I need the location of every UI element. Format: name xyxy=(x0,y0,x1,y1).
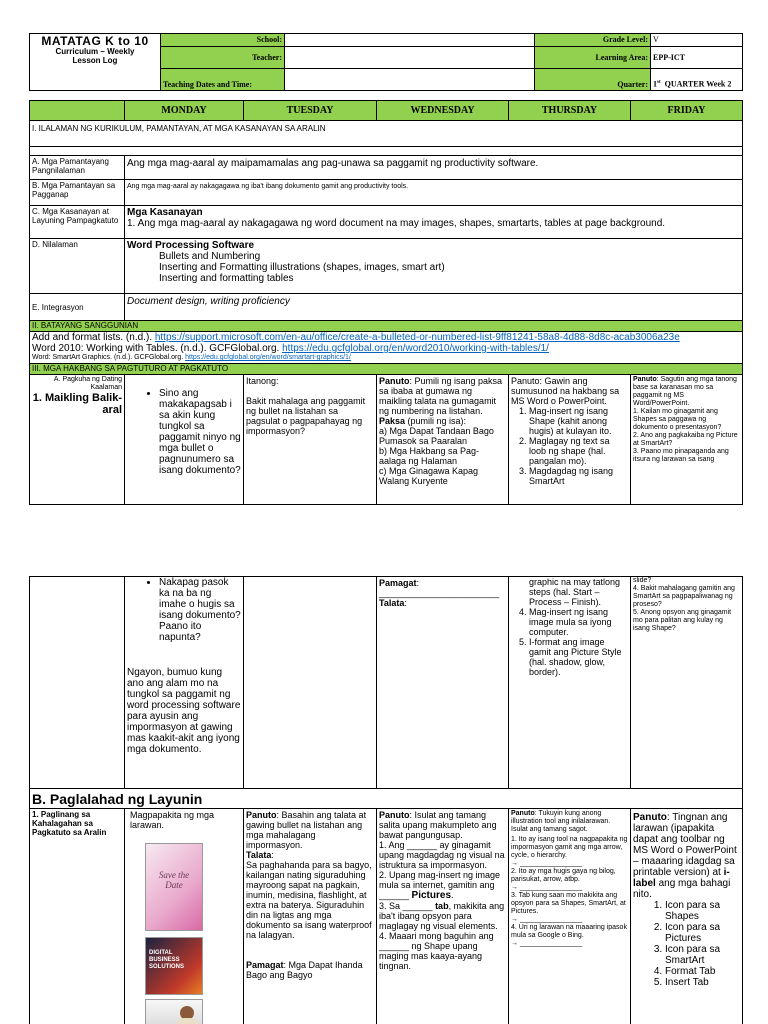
list-item: 4. Uri ng larawan na maaaring ipasok mula sa Google o Bing. xyxy=(511,924,627,939)
nilalaman-item: Inserting and Formatting illustrations (shapes, images, smart art) xyxy=(159,262,445,273)
label-paglinang: 1. Paglinang sa Kahalagahan sa Pagkatuto sa Aralin xyxy=(30,809,125,1024)
references-cell xyxy=(30,332,743,364)
list-item: 1. Mag-insert ng isang Shape (kahit anong hugis) at kulayan ito. xyxy=(529,406,628,436)
list-item: 3. Tab kung saan mo makikita ang opsyon para sa Shapes, SmartArt, at Pictures. xyxy=(511,892,626,915)
list-item: • Sino ang makakapagsab i sa akin kung tungkol sa paggamit ninyo ng mga bullet o pagnunumero sa isang dokumento? xyxy=(159,388,241,476)
answer-blank: → ________________ xyxy=(511,884,583,891)
person-photo-image xyxy=(145,999,203,1024)
reference-link[interactable]: https://edu.gcfglobal.org/en/word/smartart-graphics/1/ xyxy=(185,354,351,361)
list-item: 2. Ano ang pagkakaiba ng Picture at SmartArt? xyxy=(633,432,738,447)
tuesday-balik-aral xyxy=(244,375,377,505)
business-flyer-image: DIGITAL BUSINESS SOLUTIONS xyxy=(145,937,203,995)
list-item: 4. Format Tab xyxy=(665,966,740,977)
list-item: 4. Maaari mong baguhin ang ______ ng Shape upang maging mas kaaya-ayang tingnan. xyxy=(379,931,494,971)
list-item: 3. Icon para sa SmartArt xyxy=(665,944,740,966)
value-pamantayan-pagganap: Ang mga mag-aaral ay nakagagawa ng iba't ibang dokumento gamit ang productivity tools. xyxy=(125,180,743,206)
thursday-cont-text: graphic na may tatlong steps (hal. Start – Process – Finish). xyxy=(529,577,621,607)
label-integrasyon: E. Integrasyon xyxy=(30,294,125,321)
section2-title: II. BATAYANG SANGGUNIAN xyxy=(30,321,743,332)
list-item: 1. Icon para sa Shapes xyxy=(665,900,740,922)
day-monday: MONDAY xyxy=(125,101,244,121)
wednesday-paglalahad: Panuto: Isulat ang tamang salita upang makumpleto ang bawat pangungusap. 1. Ang ______ ay ginagamit upang magdagdag ng visual na istruktura sa impormasyon. 2. Upang mag-insert ng image mula sa internet, gamitin ang ______ Pictures. 3. Sa ______ tab, makikita ang iba't ibang opsyon para maglagay ng visual elements. 4. Maaari mong baguhin ang ______ ng Shape upang maging mas kaaya-ayang tingnan. xyxy=(377,809,509,1024)
lesson-table-page1 xyxy=(29,100,743,505)
teacher-label: Teacher: xyxy=(161,47,285,69)
grade-value: V xyxy=(651,34,743,47)
value-kasanayan xyxy=(125,206,743,239)
area-value: EPP-ICT xyxy=(651,47,743,69)
quarter-value: 1st QUARTER Week 2 xyxy=(651,69,743,91)
answer-blank: → ________________ xyxy=(511,940,583,947)
label-maikling-balik-aral: 1. Maikling Balik-aral xyxy=(32,392,122,416)
dates-label: Teaching Dates and Time: xyxy=(161,69,285,91)
value-integrasyon: Document design, writing proficiency xyxy=(125,294,743,321)
monday-paragraph: Ngayon, bumuo kung ano ang alam mo na tungkol sa paggamit ng word processing software para ayusin ang impormasyon at gawing mas kaakit-akit ang iyong mga dokumento. xyxy=(127,667,241,755)
label-kasanayan: C. Mga Kasanayan at Layuning Pampagkatuto xyxy=(30,206,125,239)
day-tuesday: TUESDAY xyxy=(244,101,377,121)
reference-2: Word 2010: Working with Tables. (n.d.). GCFGlobal.org. https://edu.gcfglobal.org/en/word2010/working-with-tables/1/ xyxy=(32,343,549,354)
day-friday: FRIDAY xyxy=(631,101,743,121)
label-blank xyxy=(30,577,125,789)
day-thursday: THURSDAY xyxy=(509,101,631,121)
list-item: c) Mga Ginagawa Kapag Walang Kuryente xyxy=(379,466,479,486)
list-item: b) Mga Hakbang sa Pag-aalaga ng Halaman xyxy=(379,446,480,466)
answer-blank: → ________________ xyxy=(511,916,583,923)
label-nilalaman: D. Nilalaman xyxy=(30,239,125,294)
list-item: 3. Paano mo pinapaganda ang itsura ng larawan sa isang xyxy=(633,448,729,463)
reference-link[interactable]: https://support.microsoft.com/en-au/office/create-a-bulleted-or-numbered-list-9ff81241-58a8-4d88-8d8c-acab3006a23e xyxy=(154,332,680,343)
list-item: • Nakapag pasok ka na ba ng imahe o hugis sa isang dokumento? Paano ito napunta? xyxy=(159,577,241,643)
lesson-table-page2 xyxy=(29,576,743,1024)
talata-text: Sa paghahanda para sa bagyo, kailangan nating siguraduhing mayroong sapat na pagkain, inumin, medisina, flashlight, at extra na baterya. Siguraduhin din na ligtas ang mga dokumento sa isang waterproof na lalagyan. xyxy=(246,860,372,940)
monday-balik-aral xyxy=(125,375,244,505)
section3-title: III. MGA HAKBANG SA PAGTUTURO AT PAGKATUTO xyxy=(30,364,743,375)
list-item: 2. Upang mag-insert ng image mula sa internet, gamitin ang ______ Pictures. xyxy=(379,870,501,901)
list-item: a) Mga Dapat Tandaan Bago Pumasok sa Paaralan xyxy=(379,426,494,446)
area-label: Learning Area: xyxy=(535,47,651,69)
spacer-row xyxy=(30,147,743,156)
list-item: 1. Kailan mo ginagamit ang Shapes sa paggawa ng dokumento o presentasyon? xyxy=(633,408,722,431)
grade-label: Grade Level: xyxy=(535,34,651,47)
kasanayan-heading: Mga Kasanayan xyxy=(127,207,203,218)
list-item: 5. Anong opsyon ang ginagamit mo para palitan ang kulay ng isang Shape? xyxy=(633,609,732,632)
doc-title: MATATAG K to 10 xyxy=(41,34,149,48)
day-wednesday: WEDNESDAY xyxy=(377,101,509,121)
list-item: 1. Ang ______ ay ginagamit upang magdagdag ng visual na istruktura sa impormasyon. xyxy=(379,840,505,870)
monday-paglalahad-text: Magpapakita ng mga larawan. xyxy=(130,810,215,830)
tuesday-paglalahad: Panuto: Basahin ang talata at gawing bullet na listahan ang mga mahalagang impormasyon. Talata: Sa paghahanda para sa bagyo, kailangan nating siguraduhing mayroong sapat na pagkain, inumin, medisina, flashlight, at extra na baterya. Siguraduhin din na ligtas ang mga dokumento sa isang waterproof na lalagyan. Pamagat: Mga Dapat Ihanda Bago ang Bagyo xyxy=(244,809,377,1024)
monday-paglalahad xyxy=(125,809,244,1024)
wednesday-balik-aral: Panuto: Pumili ng isang paksa sa ibaba at gumawa ng maikling talata na gumagamit ng numbering na listahan. Paksa (pumili ng isa): a) Mga Dapat Tandaan Bago Pumasok sa Paaralan b) Mga Hakbang sa Pag-aalaga ng Halaman c) Mga Ginagawa Kapag Walang Kuryente xyxy=(377,375,509,505)
reference-1: Add and format lists. (n.d.). https://support.microsoft.com/en-au/office/create-a-bulleted-or-numbered-list-9ff81241-58a8-4d88-8d8c-acab3006a23e xyxy=(32,332,680,343)
friday-paglalahad: Panuto: Tingnan ang larawan (ipapakita dapat ang toolbar ng MS Word o PowerPoint – maaaring idagdag sa printable version) at i-label ang mga bahagi nito. 1. Icon para sa Shapes 2. Icon para sa Pictures 3. Icon para sa SmartArt 4. Format Tab 5. Insert Tab xyxy=(631,809,743,1024)
list-item: 3. Sa ______ tab, makikita ang iba't ibang opsyon para maglagay ng visual elements. xyxy=(379,901,505,931)
label-dating-kaalaman: A. Pagkuha ng Dating Kaalaman xyxy=(53,376,122,391)
header-table xyxy=(29,33,743,91)
reference-3: Word: SmartArt Graphics. (n.d.). GCFGlobal.org. https://edu.gcfglobal.org/en/word/smartart-graphics/1/ xyxy=(32,354,351,361)
save-the-date-image: Save the Date xyxy=(145,843,203,931)
label-pamantayan-pagganap: B. Mga Pamantayan sa Pagganap xyxy=(30,180,125,206)
school-value xyxy=(285,34,535,47)
list-item: 3. Magdagdag ng isang SmartArt xyxy=(529,466,628,486)
day-header-blank xyxy=(30,101,125,121)
list-item: 2. Ito ay mga hugis gaya ng bilog, parisukat, arrow, atbp. xyxy=(511,868,616,883)
header-title-cell xyxy=(30,34,161,91)
list-item: 1. Ito ay isang tool na nagpapakita ng impormasyon gamit ang mga arrow, cycle, o hierarchy. xyxy=(511,836,628,859)
teacher-value xyxy=(285,47,535,69)
thursday-balik-aral xyxy=(509,375,631,505)
list-item: 2. Icon para sa Pictures xyxy=(665,922,740,944)
value-nilalaman xyxy=(125,239,743,294)
pamagat-blank: ________________________ xyxy=(379,588,500,598)
doc-subtitle: Curriculum – Weekly Lesson Log xyxy=(55,47,135,65)
itanong-label: Itanong: xyxy=(246,376,279,386)
list-item: 2. Maglagay ng text sa loob ng shape (hal. pangalan mo). xyxy=(529,436,628,466)
reference-link[interactable]: https://edu.gcfglobal.org/en/word2010/working-with-tables/1/ xyxy=(282,343,549,354)
nilalaman-item: Bullets and Numbering xyxy=(159,251,261,262)
thursday-paglalahad: Panuto: Tukuyin kung anong illustration tool ang inilalarawan. Isulat ang tamang sagot. 1. Ito ay isang tool na nagpapakita ng impormasyon gamit ang mga arrow, cycle, o hierarchy. → ________________ 2. Ito ay mga hugis gaya ng bilog, parisukat, arrow, atbp. → ________________ 3. Tab kung saan mo makikita ang opsyon para sa Shapes, SmartArt, at Pictures. → ________________ 4. Uri ng larawan na maaaring ipasok mula sa Google o Bing. → ________________ xyxy=(509,809,631,1024)
monday-continued xyxy=(125,577,244,789)
answer-blank: → ________________ xyxy=(511,860,583,867)
dates-value xyxy=(285,69,535,91)
wednesday-continued: Pamagat: ________________________ Talata: xyxy=(377,577,509,789)
friday-balik-aral: Panuto: Sagutin ang mga tanong base sa karanasan mo sa paggamit ng MS Word/PowerPoint. 1. Kailan mo ginagamit ang Shapes sa paggawa ng dokumento o presentasyon? 2. Ano ang pagkakaiba ng Picture at SmartArt? 3. Paano mo pinapaganda ang itsura ng larawan sa isang xyxy=(631,375,743,505)
list-item: 5. I-format ang image gamit ang Picture Style (hal. shadow, glow, border). xyxy=(529,637,628,677)
section1-title: I. ILALAMAN NG KURIKULUM, PAMANTAYAN, AT MGA KASANAYAN SA ARALIN xyxy=(30,121,743,147)
school-label: School: xyxy=(161,34,285,47)
tuesday-continued xyxy=(244,577,377,789)
friday-continued xyxy=(631,577,743,789)
value-pamantayang-pangnilalaman: Ang mga mag-aaral ay maipamamalas ang pag-unawa sa paggamit ng productivity software. xyxy=(125,156,743,180)
kasanayan-text: 1. Ang mga mag-aaral ay nakagagawa ng word document na may images, shapes, smartarts, tables at page background. xyxy=(127,218,666,229)
nilalaman-heading: Word Processing Software xyxy=(127,240,255,251)
thursday-instruction: Panuto: Gawin ang sumusunod na hakbang sa MS Word o PowerPoint. xyxy=(511,376,620,406)
list-item: 4. Mag-insert ng isang image mula sa iyong computer. xyxy=(529,607,628,637)
label-balik-aral xyxy=(30,375,125,505)
friday-cont-text: slide? xyxy=(633,577,652,584)
section-b-title: B. Paglalahad ng Layunin xyxy=(30,789,743,809)
list-item: 5. Insert Tab xyxy=(665,977,740,988)
nilalaman-item: Inserting and formatting tables xyxy=(159,273,294,284)
label-pamantayang-pangnilalaman: A. Mga Pamantayang Pangnilalaman xyxy=(30,156,125,180)
thursday-continued xyxy=(509,577,631,789)
itanong-text: Bakit mahalaga ang paggamit ng bullet na listahan sa pagsulat o pagpapahayag ng impormasyon? xyxy=(246,396,366,436)
quarter-label: Quarter: xyxy=(535,69,651,91)
list-item: 4. Bakit mahalagang gamitin ang SmartArt sa pagpapaliwanag ng proseso? xyxy=(633,585,735,608)
